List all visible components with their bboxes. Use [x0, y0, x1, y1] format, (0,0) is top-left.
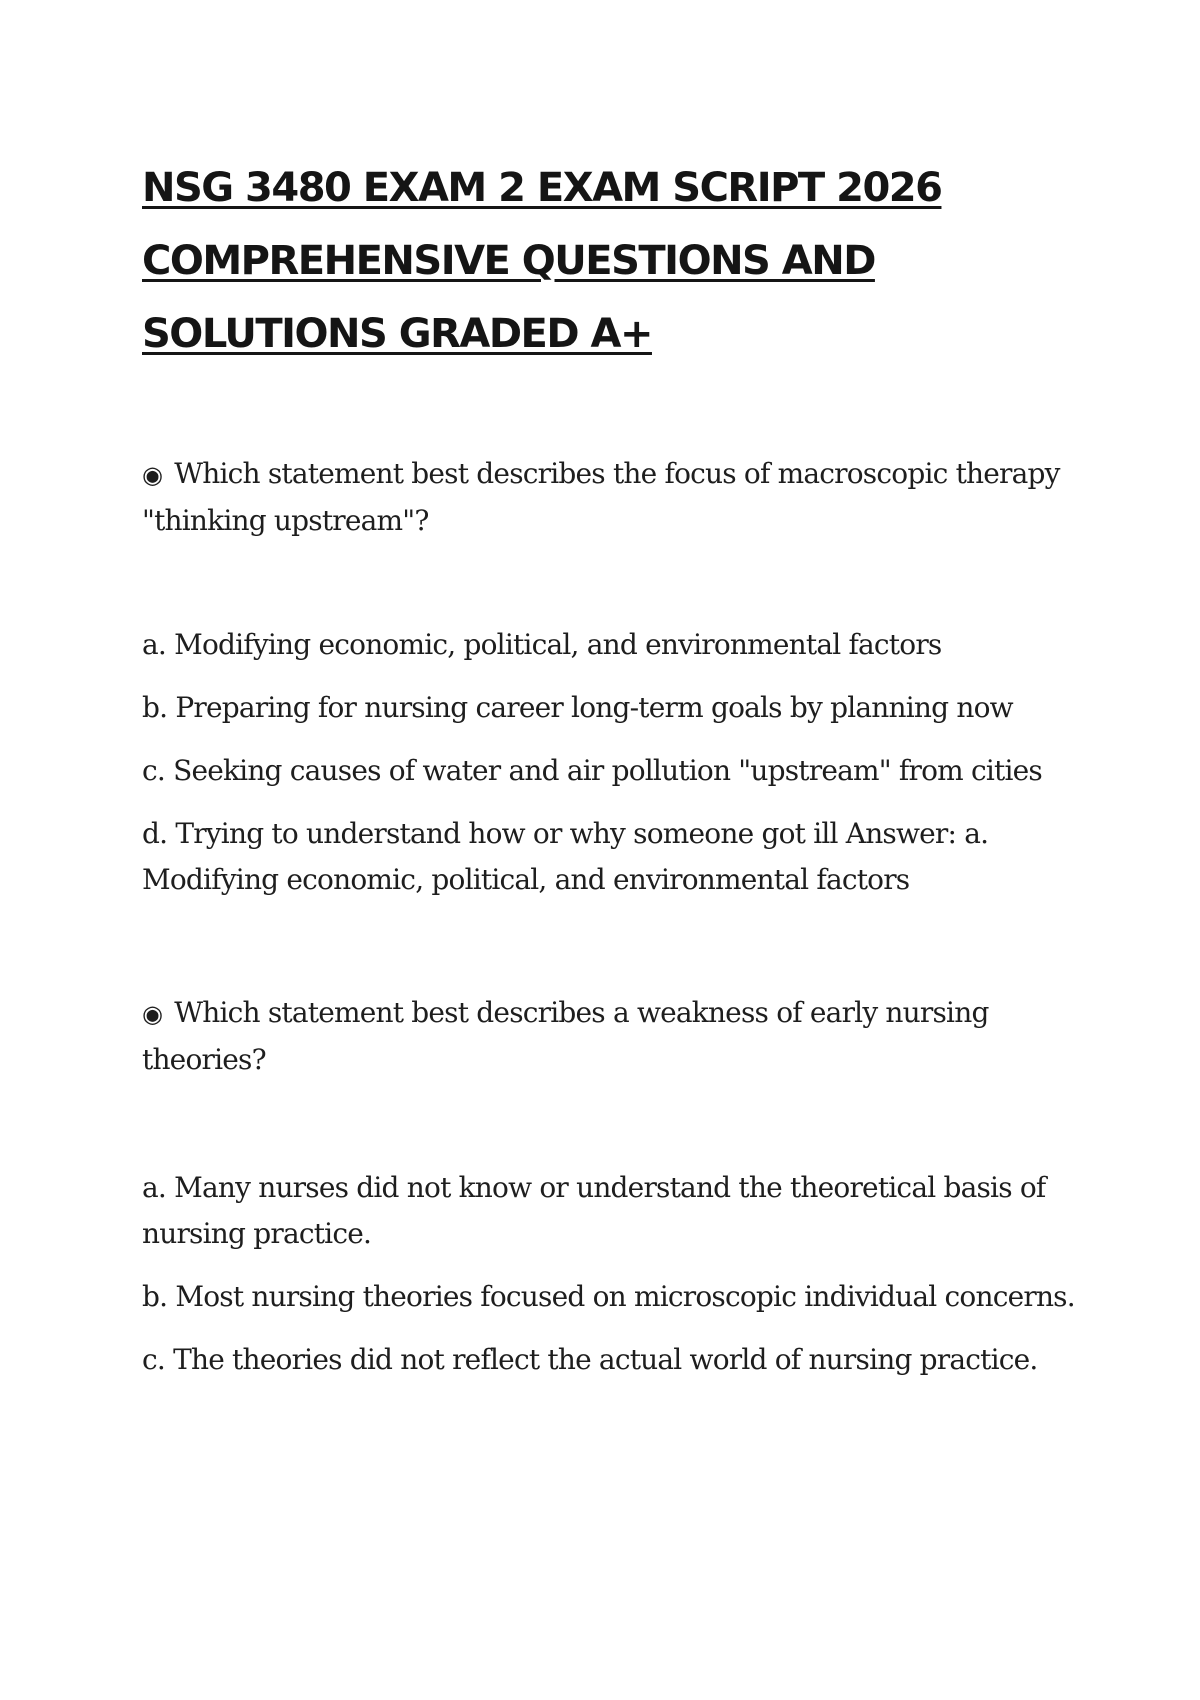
question-1-options	[142, 622, 1077, 903]
question-text: Which statement best describes a weakness of early nursing theories?	[142, 996, 989, 1076]
title-line: COMPREHENSIVE QUESTIONS AND	[142, 238, 875, 284]
answer-option: a. Modifying economic, political, and environmental factors	[142, 628, 942, 661]
radio-bullet-icon: ◉	[142, 461, 163, 489]
answer-option: a. Many nurses did not know or understand the theoretical basis of nursing practice.	[142, 1171, 1046, 1250]
document-title	[142, 152, 1102, 371]
answer-option: b. Preparing for nursing career long-term goals by planning now	[142, 691, 1013, 724]
title-line: NSG 3480 EXAM 2 EXAM SCRIPT 2026	[142, 165, 942, 211]
question-text: Which statement best describes the focus of macroscopic therapy "thinking upstream"?	[142, 457, 1060, 537]
answer-option: d. Trying to understand how or why someone got ill Answer: a. Modifying economic, political, and environmental factors	[142, 817, 989, 896]
radio-bullet-icon: ◉	[142, 1000, 163, 1028]
answer-option: b. Most nursing theories focused on microscopic individual concerns.	[142, 1280, 1075, 1313]
question-1	[142, 451, 1077, 544]
question-2	[142, 990, 1077, 1083]
answer-option: c. Seeking causes of water and air pollution "upstream" from cities	[142, 754, 1042, 787]
question-2-options	[142, 1165, 1077, 1383]
answer-option: c. The theories did not reflect the actual world of nursing practice.	[142, 1343, 1038, 1376]
title-line: SOLUTIONS GRADED A+	[142, 311, 652, 357]
